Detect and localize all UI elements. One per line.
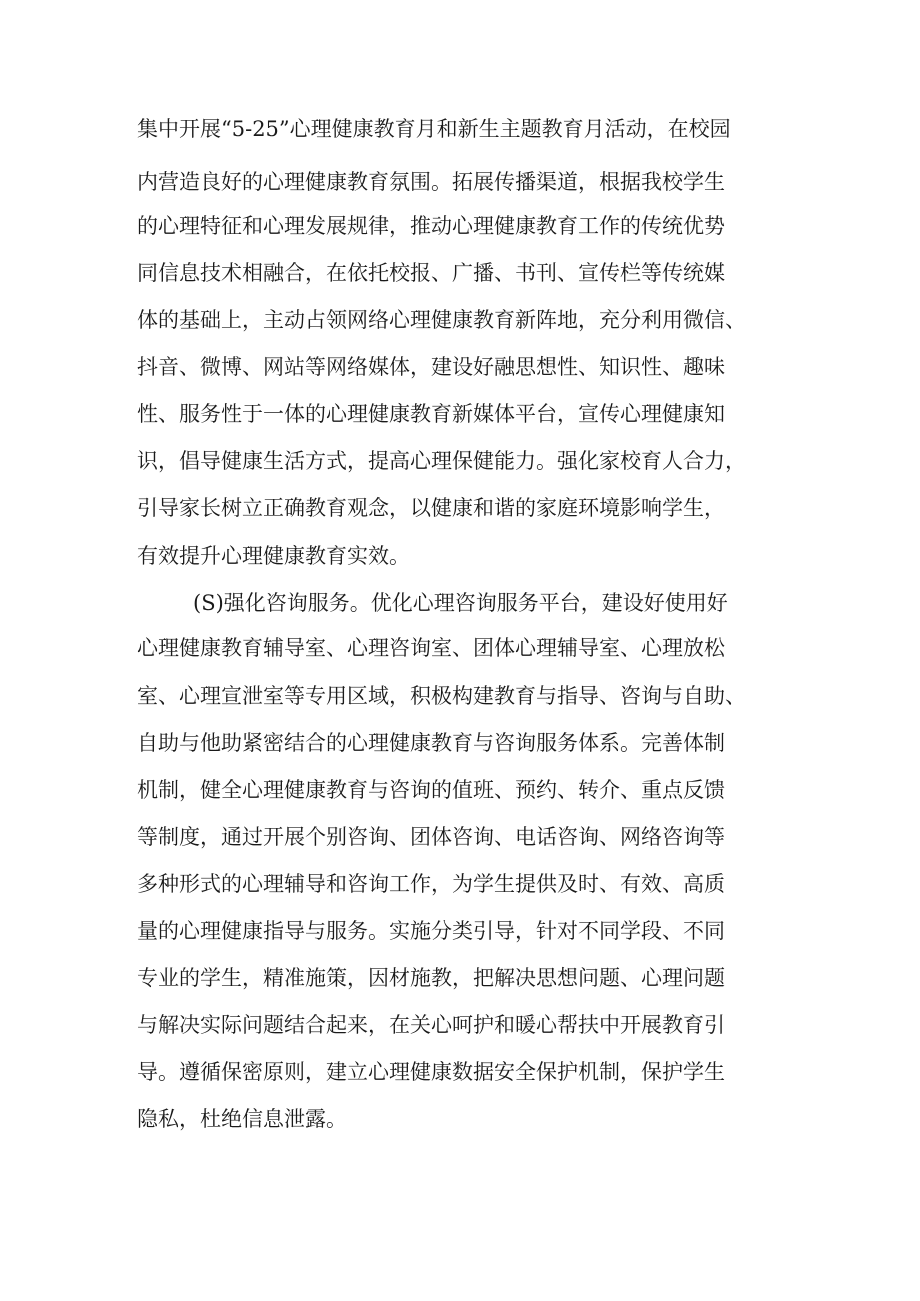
paragraph-1-line-1: 集中开展“5-25”心理健康教育月和新生主题教育月活动，在校园 [137,117,731,141]
paragraph-1-line-8: 识，倡导健康生活方式，提高心理保健能力。强化家校育人合力， [137,449,746,473]
paragraph-2-line-4: 自助与他助紧密结合的心理健康教育与咨询服务体系。完善体制 [137,731,725,755]
paragraph-2-line-9: 专业的学生，精准施策，因材施教，把解决思想问题、心理问题 [137,966,725,990]
paragraph-1-line-6: 抖音、微博、网站等网络媒体，建设好融思想性、知识性、趣味 [137,355,725,379]
paragraph-1-line-5: 体的基础上，主动占领网络心理健康教育新阵地，充分利用微信、 [137,308,746,332]
paragraph-2-line-5: 机制，健全心理健康教育与咨询的值班、预约、转介、重点反馈 [137,778,725,802]
paragraph-2-line-12: 隐私，杜绝信息泄露。 [137,1107,347,1131]
paragraph-1-line-4: 同信息技术相融合，在依托校报、广播、书刊、宣传栏等传统媒 [137,261,725,285]
paragraph-2-line-11: 导。遵循保密原则，建立心理健康数据安全保护机制，保护学生 [137,1060,725,1084]
paragraph-1-line-10: 有效提升心理健康教育实效。 [137,544,410,568]
paragraph-1-line-2: 内营造良好的心理健康教育氛围。拓展传播渠道，根据我校学生 [137,170,725,194]
paragraph-2-line-3: 室、心理宣泄室等专用区域，积极构建教育与指导、咨询与自助、 [137,684,746,708]
paragraph-1-line-7: 性、服务性于一体的心理健康教育新媒体平台，宣传心理健康知 [137,402,725,426]
paragraph-2-line-1: (S)强化咨询服务。优化心理咨询服务平台，建设好使用好 [193,591,728,615]
paragraph-2-line-8: 量的心理健康指导与服务。实施分类引导，针对不同学段、不同 [137,919,725,943]
paragraph-2-line-2: 心理健康教育辅导室、心理咨询室、团体心理辅导室、心理放松 [137,636,725,660]
paragraph-2-line-7: 多种形式的心理辅导和咨询工作，为学生提供及时、有效、高质 [137,872,725,896]
paragraph-2-line-6: 等制度，通过开展个别咨询、团体咨询、电话咨询、网络咨询等 [137,825,725,849]
paragraph-1-line-9: 引导家长树立正确教育观念，以健康和谐的家庭环境影响学生， [137,496,725,520]
paragraph-1-line-3: 的心理特征和心理发展规律，推动心理健康教育工作的传统优势 [137,214,725,238]
paragraph-2-line-10: 与解决实际问题结合起来，在关心呵护和暖心帮扶中开展教育引 [137,1013,725,1037]
